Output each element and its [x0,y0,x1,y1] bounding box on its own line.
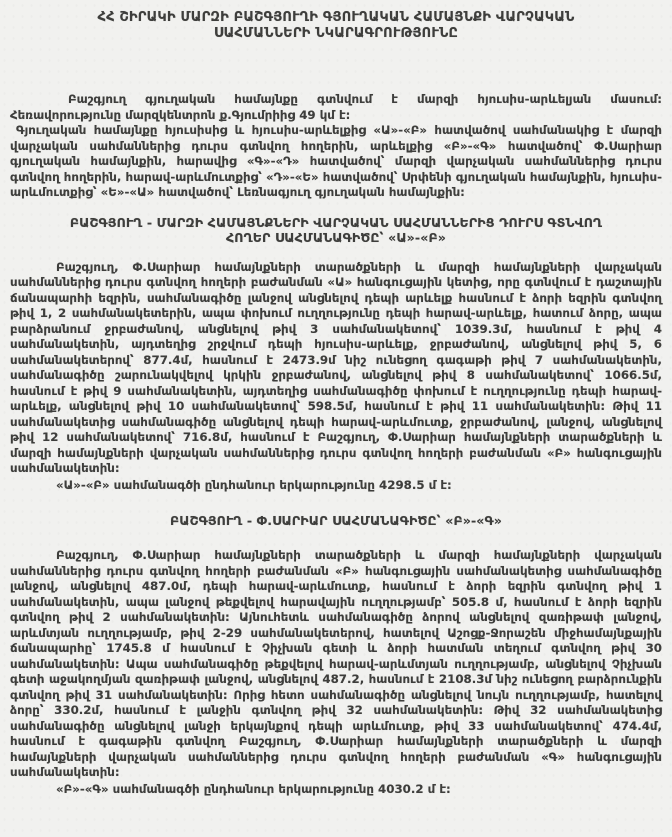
section-heading-a-b-line1: ԲԱՇԳՅՈՒՂ - ՄԱՐԶԻ ՀԱՄԱՅՆՔՆԵՐԻ ՎԱՐՉԱԿԱՆ ՍԱՀՄԱՆՆԵՐԻՑ ԴՈՒՐՍ ԳՏՆՎՈՂ [69,214,603,230]
document-title-line1: ՀՀ ՇԻՐԱԿԻ ՄԱՐԶԻ ԲԱՇԳՅՈՒՂԻ ԳՅՈՒՂԱԿԱՆ ՀԱՄԱՅՆՔԻ ՎԱՐՉԱԿԱՆ [97,10,575,25]
section-heading-b-g [10,513,662,528]
boundary-length-a-b: «Ա»-«Բ» սահմանագծի ընդհանուր երկարությունը 4298.5 մ է: [56,477,452,492]
section-heading-b-g-line1: ԲԱՇԳՅՈՒՂ - Փ.ՍԱՐԻԱՐ ՍԱՀՄԱՆԱԳԻԾԸ՝ «Բ»-«Գ» [169,513,503,528]
paragraph-boundary-b-g: Բաշգյուղ, Փ.Սարիար համայնքների տարածքների և մարզի համայնքների վարչական սահմաններից դուրս գտնվող հողերի բաժանման «Բ» հանգուցային սահմանակետից սահմանագիծը լանջով, անցնելով 487.0մ, դեպի հարավ-արևմուտք, հասնում է ձորի եզրին գտնվող թիվ 1 սահմանակետին, ապա լանջով թեքվելով հարավային ուղղությամբ՝ 505.8 մ, հասնում է ձորի եզրին գտնվող թիվ 2 սահմանակետին: Այնուհետև սահմանագիծը ձորով անցնելով զառիթափ լանջով, արևմտյան ուղղությամբ, թիվ 2-29 սահմանակետերով, հատելով Աշոցք-Ջորաշեն միջհամայնքային ճանապարհը՝ 1745.8 մ հասնում է Չիչխան գետի և ձորի հատման տեղում գտնվող թիվ 30 սահմանակետին: Ապա սահմանագիծը թեքվելով հարավ-արևմտյան ուղղությամբ, անցնելով Չիչխան գետի աջակողմյան զառիթափ լանջով, անցնելով 487.2, հասնում է 2108.3մ նիշ ունեցող բարձրունքին գտնվող թիվ 31 սահմանակետին: Որից հետո սահմանագիծը անցնելով նույն ուղղությամբ, հատելով ձորը՝ 330.2մ, հասնում է լանջին գտնվող թիվ 32 սահմանակետին: Թիվ 32 սահմանակետից սահմանագիծը անցնելով լանջի երկայնքով դեպի արևմուտք, թիվ 33 սահմանակետով՝ 474.4մ, հասնում է գագաթին գտնվող Բաշգյուղ, Փ.Սարիար համայնքների տարածքների և մարզի համայնքների վարչական սահմաններից դուրս գտնվող հողերի բաժանման «Գ» հանգուցային սահմանակետին: [10,548,662,779]
document-title-line2: ՍԱՀՄԱՆՆԵՐԻ ՆԿԱՐԱԳՐՈՒԹՅՈՒՆԸ [213,26,459,41]
boundary-length-b-g: «Բ»-«Գ» սահմանագծի ընդհանուր երկարությունը 4030.2 մ է: [56,781,451,796]
paragraph-boundary-a-b: Բաշգյուղ, Փ.Սարիար համայնքների տարածքների և մարզի համայնքների վարչական սահմաններից դուրս գտնվող հողերի բաժանման «Ա» հանգուցային կետից, որը գտնվում է դաշտային ճանապարհի եզրին, սահմանագիծը լանջով անցնելով դեպի արևելք հասնում է ձորի եզրին գտնվող թիվ 1, 2 սահմանակետերին, ապա փոխում ուղղությունը դեպի հարավ-արևելք, հատում ձորը, ապա բարձրանում ջրբաժանով, անցնելով թիվ 3 սահմանակետով՝ 1039.3մ, հասնում է թիվ 4 սահմանակետին, այդտեղից շրջվում դեպի հյուսիս-արևելք, ջրբաժանով, անցնելով թիվ 5, 6 սահմանակետերով՝ 877.4մ, հասնում է 2473.9մ նիշ ունեցող գագաթի թիվ 7 սահմանակետին, սահմանագիծը շարունակվելով կրկին ջրբաժանով, անցնելով թիվ 8 սահմանակետով՝ 1066.5մ, հասնում է թիվ 9 սահմանակետին, այդտեղից սահմանագիծը փոխում է ուղղությունը դեպի հարավ-արևելք, անցնելով թիվ 10 սահմանակետով՝ 598.5մ, հասնում է թիվ 11 սահմանակետին: Թիվ 11 սահմանակետից սահմանագիծը անցնելով դեպի հարավ-արևմուտք, ջրբաժանով, լանջով, անցնելով թիվ 12 սահմանակետով՝ 716.8մ, հասնում է Բաշգյուղ, Փ.Սարիար համայնքների տարածքների և մարզի համայնքների վարչական սահմաններից դուրս գտնվող հողերի բաժանման «Բ» հանգուցային սահմանակետին: [10,259,662,475]
section-heading-a-b-line2: ՀՈՂԵՐ ՍԱՀՄԱՆԱԳԻԾԸ՝ «Ա»-«Բ» [226,229,446,245]
paragraph-border-overview: Գյուղական համայնքը հյուսիսից և հյուսիս-արևելքից «Ա»-«Բ» հատվածով սահմանակից է մարզի վարչական սահմաններից դուրս գտնվող հողերին, արևելքից «Բ»-«Գ» հատվածով՝ Փ.Սարիար գյուղական համայնքին, հարավից «Գ»-«Դ» հատվածով՝ մարզի վարչական սահմաններից դուրս գտնվող հողերին, հարավ-արևմուտքից՝ «Դ»-«Ե» հատվածով՝ Սրփենի գյուղական համայնքին, հյուսիս-արևմուտքից՝ «Ե»-«Ա» հատվածով՝ Լեռնագյուղ գյուղական համայնքին: [10,123,662,199]
section-heading-a-b [10,215,662,245]
document-title [10,10,662,42]
paragraph-community-location: Բաշգյուղ գյուղական համայնքը գտնվում է մարզի հյուսիս-արևելյան մասում: Հեռավորությունը մարզկենտրոն ք.Գյումրիից 49 կմ է: [10,92,662,122]
